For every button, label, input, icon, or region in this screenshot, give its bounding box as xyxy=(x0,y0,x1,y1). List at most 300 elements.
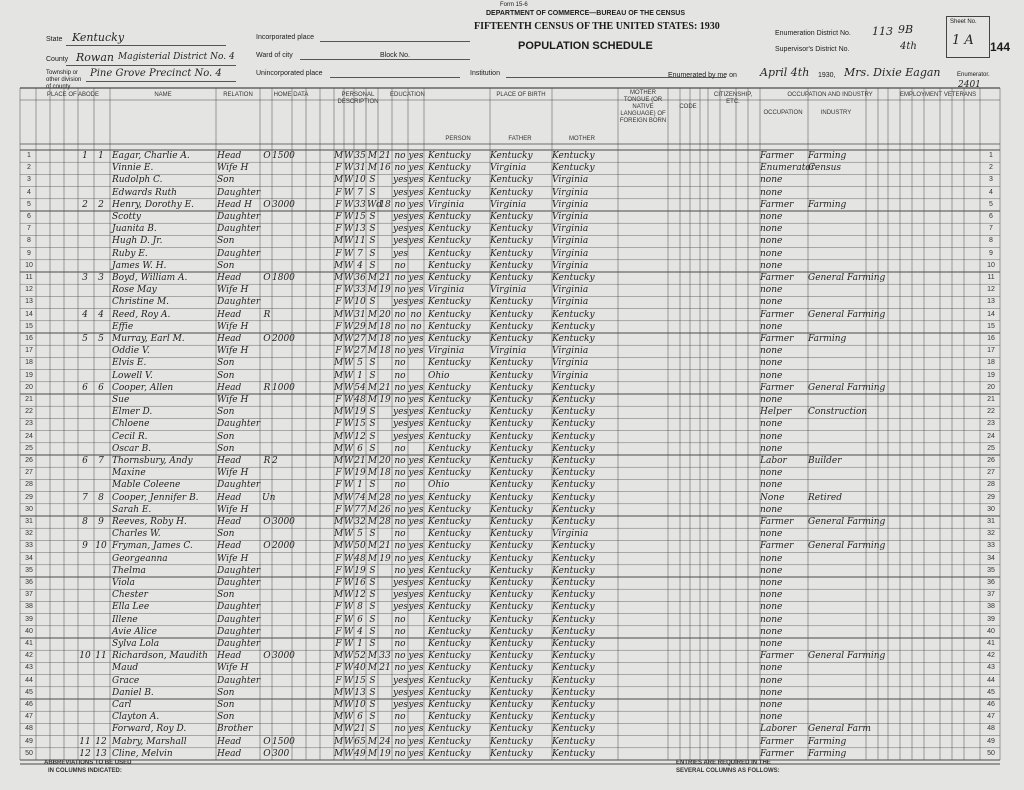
section-citizenship: CITIZENSHIP, ETC. xyxy=(713,92,753,105)
cell-pb: Kentucky xyxy=(428,626,471,637)
cell-rel: Wife H xyxy=(217,395,249,405)
cell-occ: none xyxy=(760,602,783,613)
cell-sch: no xyxy=(394,273,406,283)
form-number: Form 15-6 xyxy=(500,2,528,8)
cell-name: Sylva Lola xyxy=(112,639,160,649)
cell-rel: Wife H xyxy=(217,321,249,332)
cell-sch: yes xyxy=(393,212,409,222)
cell-ms: S xyxy=(369,614,376,625)
cell-age: 11 xyxy=(354,236,366,247)
cell-sch: yes xyxy=(393,175,409,186)
row-number-right: 2 xyxy=(989,164,993,172)
cell-f: 5 xyxy=(98,334,104,344)
row-number-right: 21 xyxy=(987,396,995,403)
cell-sch: no xyxy=(394,199,406,210)
cell-sch: no xyxy=(394,492,406,503)
cell-ms: M xyxy=(367,748,378,759)
cell-age: 27 xyxy=(354,334,366,344)
row-number-right: 46 xyxy=(987,701,995,708)
cell-fb: Kentucky xyxy=(490,700,533,710)
cell-ms: S xyxy=(369,529,376,540)
cell-race: W xyxy=(344,456,354,466)
cell-d: 9 xyxy=(82,541,88,552)
cell-name: Reeves, Roby H. xyxy=(112,517,187,527)
cell-rn: 38 xyxy=(25,603,33,611)
cell-own: O xyxy=(263,199,271,210)
cell-ms: M xyxy=(367,273,378,283)
cell-occ: none xyxy=(760,553,783,564)
cell-rel: Son xyxy=(217,431,235,442)
cell-age: 15 xyxy=(354,675,366,686)
schedule-title: POPULATION SCHEDULE xyxy=(518,40,653,52)
cell-sex: F xyxy=(335,248,342,259)
cell-own: R xyxy=(263,309,271,320)
cell-fb: Kentucky xyxy=(490,724,533,735)
cell-sch: yes xyxy=(393,224,409,235)
cell-sch: no xyxy=(394,651,406,662)
cell-rn: 4 xyxy=(27,188,31,196)
cell-ms: S xyxy=(369,236,376,247)
cell-fb: Kentucky xyxy=(490,748,533,759)
enumerator-name: Mrs. Dixie Eagan xyxy=(844,66,941,79)
cell-sex: F xyxy=(335,602,342,613)
row-number-right: 25 xyxy=(987,444,995,452)
cell-sch: no xyxy=(394,285,406,296)
cell-sex: M xyxy=(334,541,344,552)
cell-age: 36 xyxy=(354,273,366,283)
cell-name: Maud xyxy=(112,663,139,674)
cell-sex: F xyxy=(335,395,342,405)
cell-occ: Laborer xyxy=(760,724,797,735)
cell-fb: Virginia xyxy=(490,285,527,296)
cell-rel: Wife H xyxy=(217,663,249,674)
cell-sex: M xyxy=(334,529,344,540)
cell-sch: yes xyxy=(393,602,409,613)
row-number-right: 19 xyxy=(987,371,995,379)
cell-occ: Farmer xyxy=(760,273,794,283)
cell-pb: Kentucky xyxy=(428,163,471,174)
cell-sch: no xyxy=(394,456,406,466)
cell-own: O xyxy=(263,541,271,552)
cell-rn: 11 xyxy=(25,274,33,281)
cell-rd: yes xyxy=(408,565,424,576)
cell-fb: Virginia xyxy=(490,199,527,210)
cell-sch: no xyxy=(394,565,406,576)
cell-ms: M xyxy=(367,468,378,479)
footer-abbrev-label: ABBREVIATIONS TO BE USED xyxy=(44,760,132,766)
cell-rn: 44 xyxy=(25,676,33,684)
enumerated-label: Enumerated by me on xyxy=(668,72,737,79)
state-label: State xyxy=(46,36,63,43)
cell-name: Lowell V. xyxy=(112,370,153,381)
cell-own: O xyxy=(263,748,271,759)
cell-f: 9 xyxy=(98,517,104,527)
cell-occ: Farmer xyxy=(760,151,794,161)
cell-fb: Kentucky xyxy=(490,626,533,637)
cell-race: W xyxy=(344,712,354,723)
row-number-right: 36 xyxy=(987,579,995,586)
cell-fb: Kentucky xyxy=(490,382,533,393)
cell-ms: S xyxy=(369,480,376,491)
cell-occ: none xyxy=(760,443,783,454)
cell-mage: 16 xyxy=(379,163,391,174)
row-number-right: 30 xyxy=(987,505,995,513)
cell-occ: Enumerator xyxy=(760,163,816,174)
cell-rn: 47 xyxy=(25,713,33,721)
cell-ms: S xyxy=(369,248,376,259)
cell-name: Juanita B. xyxy=(112,224,157,235)
cell-val: 2000 xyxy=(272,334,295,344)
cell-rd: yes xyxy=(408,517,424,527)
cell-pb: Virginia xyxy=(428,285,465,296)
cell-f: 8 xyxy=(98,492,104,503)
cell-name: James W. H. xyxy=(112,260,167,271)
cell-mb: Kentucky xyxy=(552,614,595,625)
heading-mother: MOTHER xyxy=(569,136,595,142)
cell-race: W xyxy=(344,651,354,662)
cell-race: W xyxy=(344,395,354,405)
cell-rd: yes xyxy=(408,395,424,405)
cell-f: 1 xyxy=(98,151,104,161)
cell-name: Mable Coleene xyxy=(112,480,181,491)
cell-ms: S xyxy=(369,712,376,723)
cell-sex: M xyxy=(334,712,344,723)
cell-sex: M xyxy=(334,151,344,161)
cell-sch: no xyxy=(394,163,406,174)
cell-rd: yes xyxy=(408,578,424,588)
cell-name: Christine M. xyxy=(112,297,170,308)
cell-ind: Farming xyxy=(808,151,847,161)
cell-rd: yes xyxy=(408,663,424,674)
cell-sex: M xyxy=(334,517,344,527)
cell-fb: Kentucky xyxy=(490,687,533,698)
cell-pb: Kentucky xyxy=(428,590,471,601)
cell-sex: M xyxy=(334,309,344,320)
cell-rd: yes xyxy=(408,212,424,222)
cell-name: Mabry, Marshall xyxy=(112,736,187,747)
row-number-right: 12 xyxy=(987,286,995,294)
sheet-value: 1 A xyxy=(952,33,974,48)
cell-mage: 18 xyxy=(379,199,391,210)
cell-mage: 21 xyxy=(379,273,391,283)
cell-occ: none xyxy=(760,370,783,381)
cell-ind: General Farming xyxy=(808,309,886,320)
cell-age: 4 xyxy=(357,626,363,637)
cell-sch: no xyxy=(394,614,406,625)
cell-rd: yes xyxy=(408,456,424,466)
cell-occ: none xyxy=(760,590,783,601)
row-number-right: 40 xyxy=(987,627,995,635)
cell-f: 7 xyxy=(98,456,104,466)
cell-rel: Son xyxy=(217,260,235,271)
cell-race: W xyxy=(344,187,354,198)
cell-rn: 28 xyxy=(25,481,33,489)
cell-age: 4 xyxy=(357,260,363,271)
cell-sch: no xyxy=(394,309,406,320)
cell-rn: 17 xyxy=(25,347,33,355)
cell-age: 65 xyxy=(354,736,366,747)
cell-sch: yes xyxy=(393,248,409,259)
heading-occupation: OCCUPATION xyxy=(763,110,803,116)
cell-rn: 22 xyxy=(25,408,33,416)
cell-ms: S xyxy=(369,297,376,308)
cell-mb: Kentucky xyxy=(552,431,595,442)
cell-pb: Kentucky xyxy=(428,297,471,308)
cell-age: 31 xyxy=(354,309,366,320)
cell-pb: Kentucky xyxy=(428,578,471,588)
cell-fb: Kentucky xyxy=(490,187,533,198)
row-number-right: 33 xyxy=(987,542,995,550)
footer-abbrev-label-2: IN COLUMNS INDICATED: xyxy=(48,768,122,774)
cell-occ: none xyxy=(760,260,783,271)
cell-mb: Kentucky xyxy=(552,480,595,491)
cell-occ: none xyxy=(760,565,783,576)
cell-mb: Kentucky xyxy=(552,700,595,710)
enumerated-year: 1930, xyxy=(818,72,836,79)
cell-race: W xyxy=(344,687,354,698)
cell-rn: 43 xyxy=(25,664,33,672)
cell-own: O xyxy=(263,273,271,283)
cell-ms: M xyxy=(367,382,378,393)
cell-occ: Helper xyxy=(760,407,792,418)
cell-rel: Wife H xyxy=(217,163,249,174)
cell-pb: Kentucky xyxy=(428,443,471,454)
cell-rn: 20 xyxy=(25,383,33,391)
cell-fb: Kentucky xyxy=(490,358,533,369)
cell-rd: yes xyxy=(408,187,424,198)
cell-pb: Kentucky xyxy=(428,541,471,552)
cell-race: W xyxy=(344,492,354,503)
cell-ms: S xyxy=(369,565,376,576)
sheet-label: Sheet No. xyxy=(950,19,977,25)
cell-rel: Son xyxy=(217,236,235,247)
cell-name: Henry, Dorothy E. xyxy=(112,199,195,210)
cell-race: W xyxy=(344,260,354,271)
cell-sch: yes xyxy=(393,407,409,418)
cell-race: W xyxy=(344,748,354,759)
cell-name: Daniel B. xyxy=(112,687,154,698)
cell-rel: Son xyxy=(217,590,235,601)
cell-rel: Wife H xyxy=(217,346,249,357)
cell-rel: Brother xyxy=(217,724,253,735)
cell-f: 12 xyxy=(95,736,107,747)
cell-occ: none xyxy=(760,614,783,625)
cell-rn: 1 xyxy=(27,152,31,159)
row-number-right: 32 xyxy=(987,530,995,538)
cell-rel: Daughter xyxy=(217,602,261,613)
cell-fb: Kentucky xyxy=(490,248,533,259)
cell-rel: Son xyxy=(217,443,235,454)
cell-fb: Kentucky xyxy=(490,663,533,674)
cell-mb: Kentucky xyxy=(552,334,595,344)
cell-rel: Son xyxy=(217,358,235,369)
cell-rel: Head xyxy=(217,517,242,527)
cell-race: W xyxy=(344,736,354,747)
cell-sex: M xyxy=(334,358,344,369)
cell-sch: no xyxy=(394,626,406,637)
cell-pb: Kentucky xyxy=(428,663,471,674)
cell-sch: yes xyxy=(393,236,409,247)
cell-sex: F xyxy=(335,468,342,479)
cell-mb: Kentucky xyxy=(552,456,595,466)
cell-mage: 28 xyxy=(379,492,391,503)
cell-ms: M xyxy=(367,334,378,344)
cell-fb: Kentucky xyxy=(490,419,533,430)
cell-ms: M xyxy=(367,309,378,320)
cell-rel: Head xyxy=(217,492,242,503)
cell-race: W xyxy=(344,419,354,430)
cell-rd: yes xyxy=(408,199,424,210)
cell-pb: Kentucky xyxy=(428,553,471,564)
cell-race: W xyxy=(344,504,354,515)
cell-ms: M xyxy=(367,456,378,466)
cell-age: 77 xyxy=(354,504,366,515)
cell-rel: Son xyxy=(217,687,235,698)
cell-pb: Virginia xyxy=(428,346,465,357)
cell-rel: Daughter xyxy=(217,626,261,637)
cell-rd: yes xyxy=(408,297,424,308)
cell-sch: no xyxy=(394,529,406,540)
cell-name: Illene xyxy=(112,614,138,625)
cell-mage: 21 xyxy=(379,151,391,161)
cell-occ: Labor xyxy=(760,456,787,466)
supervisor-value: 4th xyxy=(900,41,917,52)
cell-ms: S xyxy=(369,407,376,418)
cell-sex: F xyxy=(335,553,342,564)
cell-name: Vinnie E. xyxy=(112,163,154,174)
section-name: NAME xyxy=(154,92,172,98)
cell-rd: yes xyxy=(408,285,424,296)
cell-pb: Kentucky xyxy=(428,565,471,576)
state-value: Kentucky xyxy=(72,31,125,44)
cell-fb: Kentucky xyxy=(490,590,533,601)
cell-race: W xyxy=(344,565,354,576)
cell-occ: none xyxy=(760,358,783,369)
cell-rel: Head xyxy=(217,382,242,393)
cell-occ: none xyxy=(760,639,783,649)
cell-ms: M xyxy=(367,163,378,174)
cell-age: 49 xyxy=(354,748,366,759)
cell-mb: Kentucky xyxy=(552,626,595,637)
cell-name: Rose May xyxy=(112,285,157,296)
cell-fb: Kentucky xyxy=(490,309,533,320)
cell-sex: F xyxy=(335,297,342,308)
cell-age: 54 xyxy=(354,382,366,393)
cell-rd: yes xyxy=(408,602,424,613)
cell-name: Ella Lee xyxy=(112,602,150,613)
cell-race: W xyxy=(344,602,354,613)
cell-pb: Kentucky xyxy=(428,651,471,662)
cell-rel: Son xyxy=(217,712,235,723)
cell-fb: Kentucky xyxy=(490,407,533,418)
cell-pb: Kentucky xyxy=(428,236,471,247)
page-corner-number: 2401 xyxy=(958,80,981,90)
cell-val: 1000 xyxy=(272,382,295,393)
cell-mb: Kentucky xyxy=(552,382,595,393)
block-label: Block No. xyxy=(380,52,410,59)
enumerator-label: Enumerator. xyxy=(957,72,990,78)
cell-pb: Kentucky xyxy=(428,468,471,479)
cell-rd: no xyxy=(410,309,422,320)
cell-rel: Wife H xyxy=(217,285,249,296)
cell-sex: M xyxy=(334,736,344,747)
cell-pb: Kentucky xyxy=(428,260,471,271)
cell-fb: Kentucky xyxy=(490,492,533,503)
cell-age: 40 xyxy=(354,663,366,674)
cell-fb: Kentucky xyxy=(490,370,533,381)
census-title: FIFTEENTH CENSUS OF THE UNITED STATES: 1930 xyxy=(474,21,720,32)
section-home-data: HOME DATA xyxy=(273,92,309,98)
row-number-right: 31 xyxy=(987,518,995,525)
cell-rd: yes xyxy=(408,334,424,344)
cell-fb: Virginia xyxy=(490,163,527,174)
row-number-right: 48 xyxy=(987,725,995,733)
cell-sex: F xyxy=(335,224,342,235)
cell-race: W xyxy=(344,370,354,381)
cell-sch: yes xyxy=(393,675,409,686)
cell-val: 300 xyxy=(272,748,290,759)
cell-d: 12 xyxy=(79,748,91,759)
cell-ms: S xyxy=(369,431,376,442)
cell-age: 31 xyxy=(354,163,366,174)
cell-age: 5 xyxy=(357,529,363,540)
row-number-right: 23 xyxy=(987,420,995,428)
section-mother-tongue: MOTHER TONGUE (OR NATIVE LANGUAGE) OF FOREIGN BORN xyxy=(619,90,667,124)
row-number-right: 18 xyxy=(987,359,995,367)
cell-pb: Virginia xyxy=(428,199,465,210)
cell-ms: M xyxy=(367,736,378,747)
cell-sch: no xyxy=(394,639,406,649)
cell-name: Forward, Roy D. xyxy=(112,724,187,735)
row-number-right: 41 xyxy=(987,640,995,647)
cell-ms: M xyxy=(367,321,378,332)
cell-occ: Farmer xyxy=(760,517,794,527)
cell-ms: S xyxy=(369,724,376,735)
cell-sch: yes xyxy=(393,700,409,710)
cell-name: Chester xyxy=(112,590,148,601)
cell-val: 1800 xyxy=(272,273,295,283)
cell-sch: yes xyxy=(393,187,409,198)
cell-ms: M xyxy=(367,492,378,503)
cell-ms: S xyxy=(369,626,376,637)
cell-rd: yes xyxy=(408,236,424,247)
cell-fb: Kentucky xyxy=(490,541,533,552)
cell-occ: None xyxy=(760,492,785,503)
row-number-right: 43 xyxy=(987,664,995,672)
enum-district-label: Enumeration District No. xyxy=(775,30,851,37)
heading-industry: INDUSTRY xyxy=(820,110,852,116)
cell-race: W xyxy=(344,675,354,686)
cell-age: 19 xyxy=(354,565,366,576)
cell-age: 32 xyxy=(354,517,366,527)
cell-mage: 19 xyxy=(379,285,391,296)
cell-mage: 18 xyxy=(379,321,391,332)
cell-age: 21 xyxy=(354,456,366,466)
cell-sch: no xyxy=(394,724,406,735)
cell-name: Oddie V. xyxy=(112,346,150,357)
county-value: Rowan xyxy=(76,51,114,64)
row-number-right: 16 xyxy=(987,335,995,342)
cell-mage: 26 xyxy=(379,504,391,515)
cell-occ: Farmer xyxy=(760,199,794,210)
cell-ms: S xyxy=(369,590,376,601)
cell-race: W xyxy=(344,224,354,235)
cell-ind: Farming xyxy=(808,334,847,344)
cell-rn: 32 xyxy=(25,530,33,538)
cell-name: Oscar B. xyxy=(112,443,152,454)
cell-name: Murray, Earl M. xyxy=(112,334,185,344)
cell-rn: 45 xyxy=(25,688,33,696)
